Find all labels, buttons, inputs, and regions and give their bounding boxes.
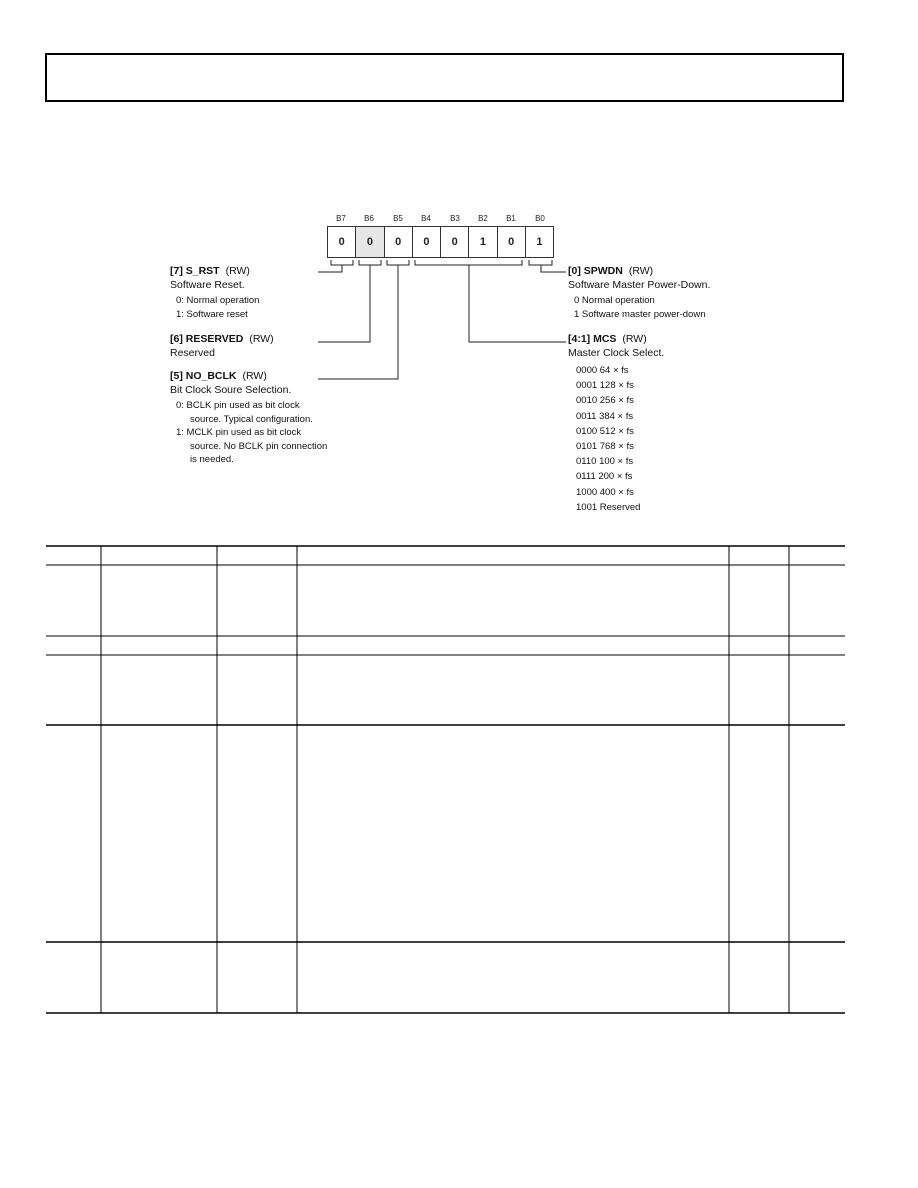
field-no-bclk-name: [5] NO_BCLK — [170, 370, 237, 382]
field-no-bclk-option-0-line2: source. Typical configuration. — [190, 413, 313, 425]
field-mcs-option-1: 0001 128 × fs — [576, 380, 634, 392]
bit-header-b6: B6 — [364, 214, 374, 223]
bit-value-b2: 1 — [469, 227, 497, 257]
bit-header-b2: B2 — [478, 214, 488, 223]
bit-value-b4: 0 — [413, 227, 441, 257]
field-mcs-option-4: 0100 512 × fs — [576, 425, 634, 437]
field-spwdn-option-1: 1 Software master power-down — [574, 308, 706, 320]
field-s-rst-option-1: 1: Software reset — [176, 308, 248, 320]
field-spwdn-access: (RW) — [628, 265, 654, 277]
field-no-bclk-access: (RW) — [242, 370, 267, 382]
bit-header-b7: B7 — [336, 214, 346, 223]
field-s-rst-access: (RW) — [225, 265, 250, 277]
bit-header-b3: B3 — [450, 214, 460, 223]
bit-value-b0: 1 — [536, 236, 543, 248]
field-mcs-option-9: 1001 Reserved — [576, 501, 641, 513]
bit-header-b0: B0 — [535, 214, 545, 223]
field-spwdn-name: [0] SPWDN — [568, 265, 623, 277]
field-no-bclk-option-0-line1: 0: BCLK pin used as bit clock — [176, 400, 300, 411]
field-mcs-option-7: 0111 200 × fs — [576, 471, 633, 483]
bit-header-b5: B5 — [393, 214, 403, 223]
field-mcs-option-0: 0000 64 × fs — [576, 365, 629, 376]
bit-value-b7: 0 — [328, 227, 356, 257]
field-spwdn-option-0: 0 Normal operation — [574, 295, 655, 306]
field-mcs-option-6: 0110 100 × fs — [576, 456, 634, 468]
field-reserved-name: [6] RESERVED — [170, 333, 244, 345]
field-s-rst-desc: Software Reset. — [170, 278, 245, 291]
bit-header-b1: B1 — [506, 214, 516, 223]
field-mcs-desc: Master Clock Select. — [568, 346, 665, 359]
bit-value-b3: 0 — [441, 227, 469, 257]
field-no-bclk-option-1-line2: source. No BCLK pin connection — [190, 440, 328, 452]
bit-value-b5: 0 — [385, 227, 413, 257]
field-s-rst-name: [7] S_RST — [170, 265, 220, 277]
bit-value-b1: 0 — [498, 227, 526, 257]
field-reserved-desc: Reserved — [170, 346, 215, 359]
bit-header-b4: B4 — [421, 214, 431, 223]
field-no-bclk-option-1-line1: 1: MCLK pin used as bit clock — [176, 427, 302, 438]
field-mcs-name: [4:1] MCS — [568, 333, 617, 345]
field-reserved-access: (RW) — [249, 333, 274, 345]
bit-value-b6: 0 — [356, 227, 384, 257]
field-no-bclk-option-1-line3: is needed. — [190, 454, 234, 465]
field-s-rst-option-0: 0: Normal operation — [176, 295, 260, 306]
field-mcs-option-5: 0101 768 × fs — [576, 441, 634, 453]
field-spwdn-desc: Software Master Power-Down. — [568, 278, 711, 291]
field-mcs-option-3: 0011 384 × fs — [576, 410, 634, 422]
field-mcs-option-2: 0010 256 × fs — [576, 395, 634, 407]
field-mcs-option-8: 1000 400 × fs — [576, 486, 634, 498]
field-no-bclk-desc: Bit Clock Soure Selection. — [170, 383, 292, 396]
field-mcs-access: (RW) — [622, 333, 647, 345]
